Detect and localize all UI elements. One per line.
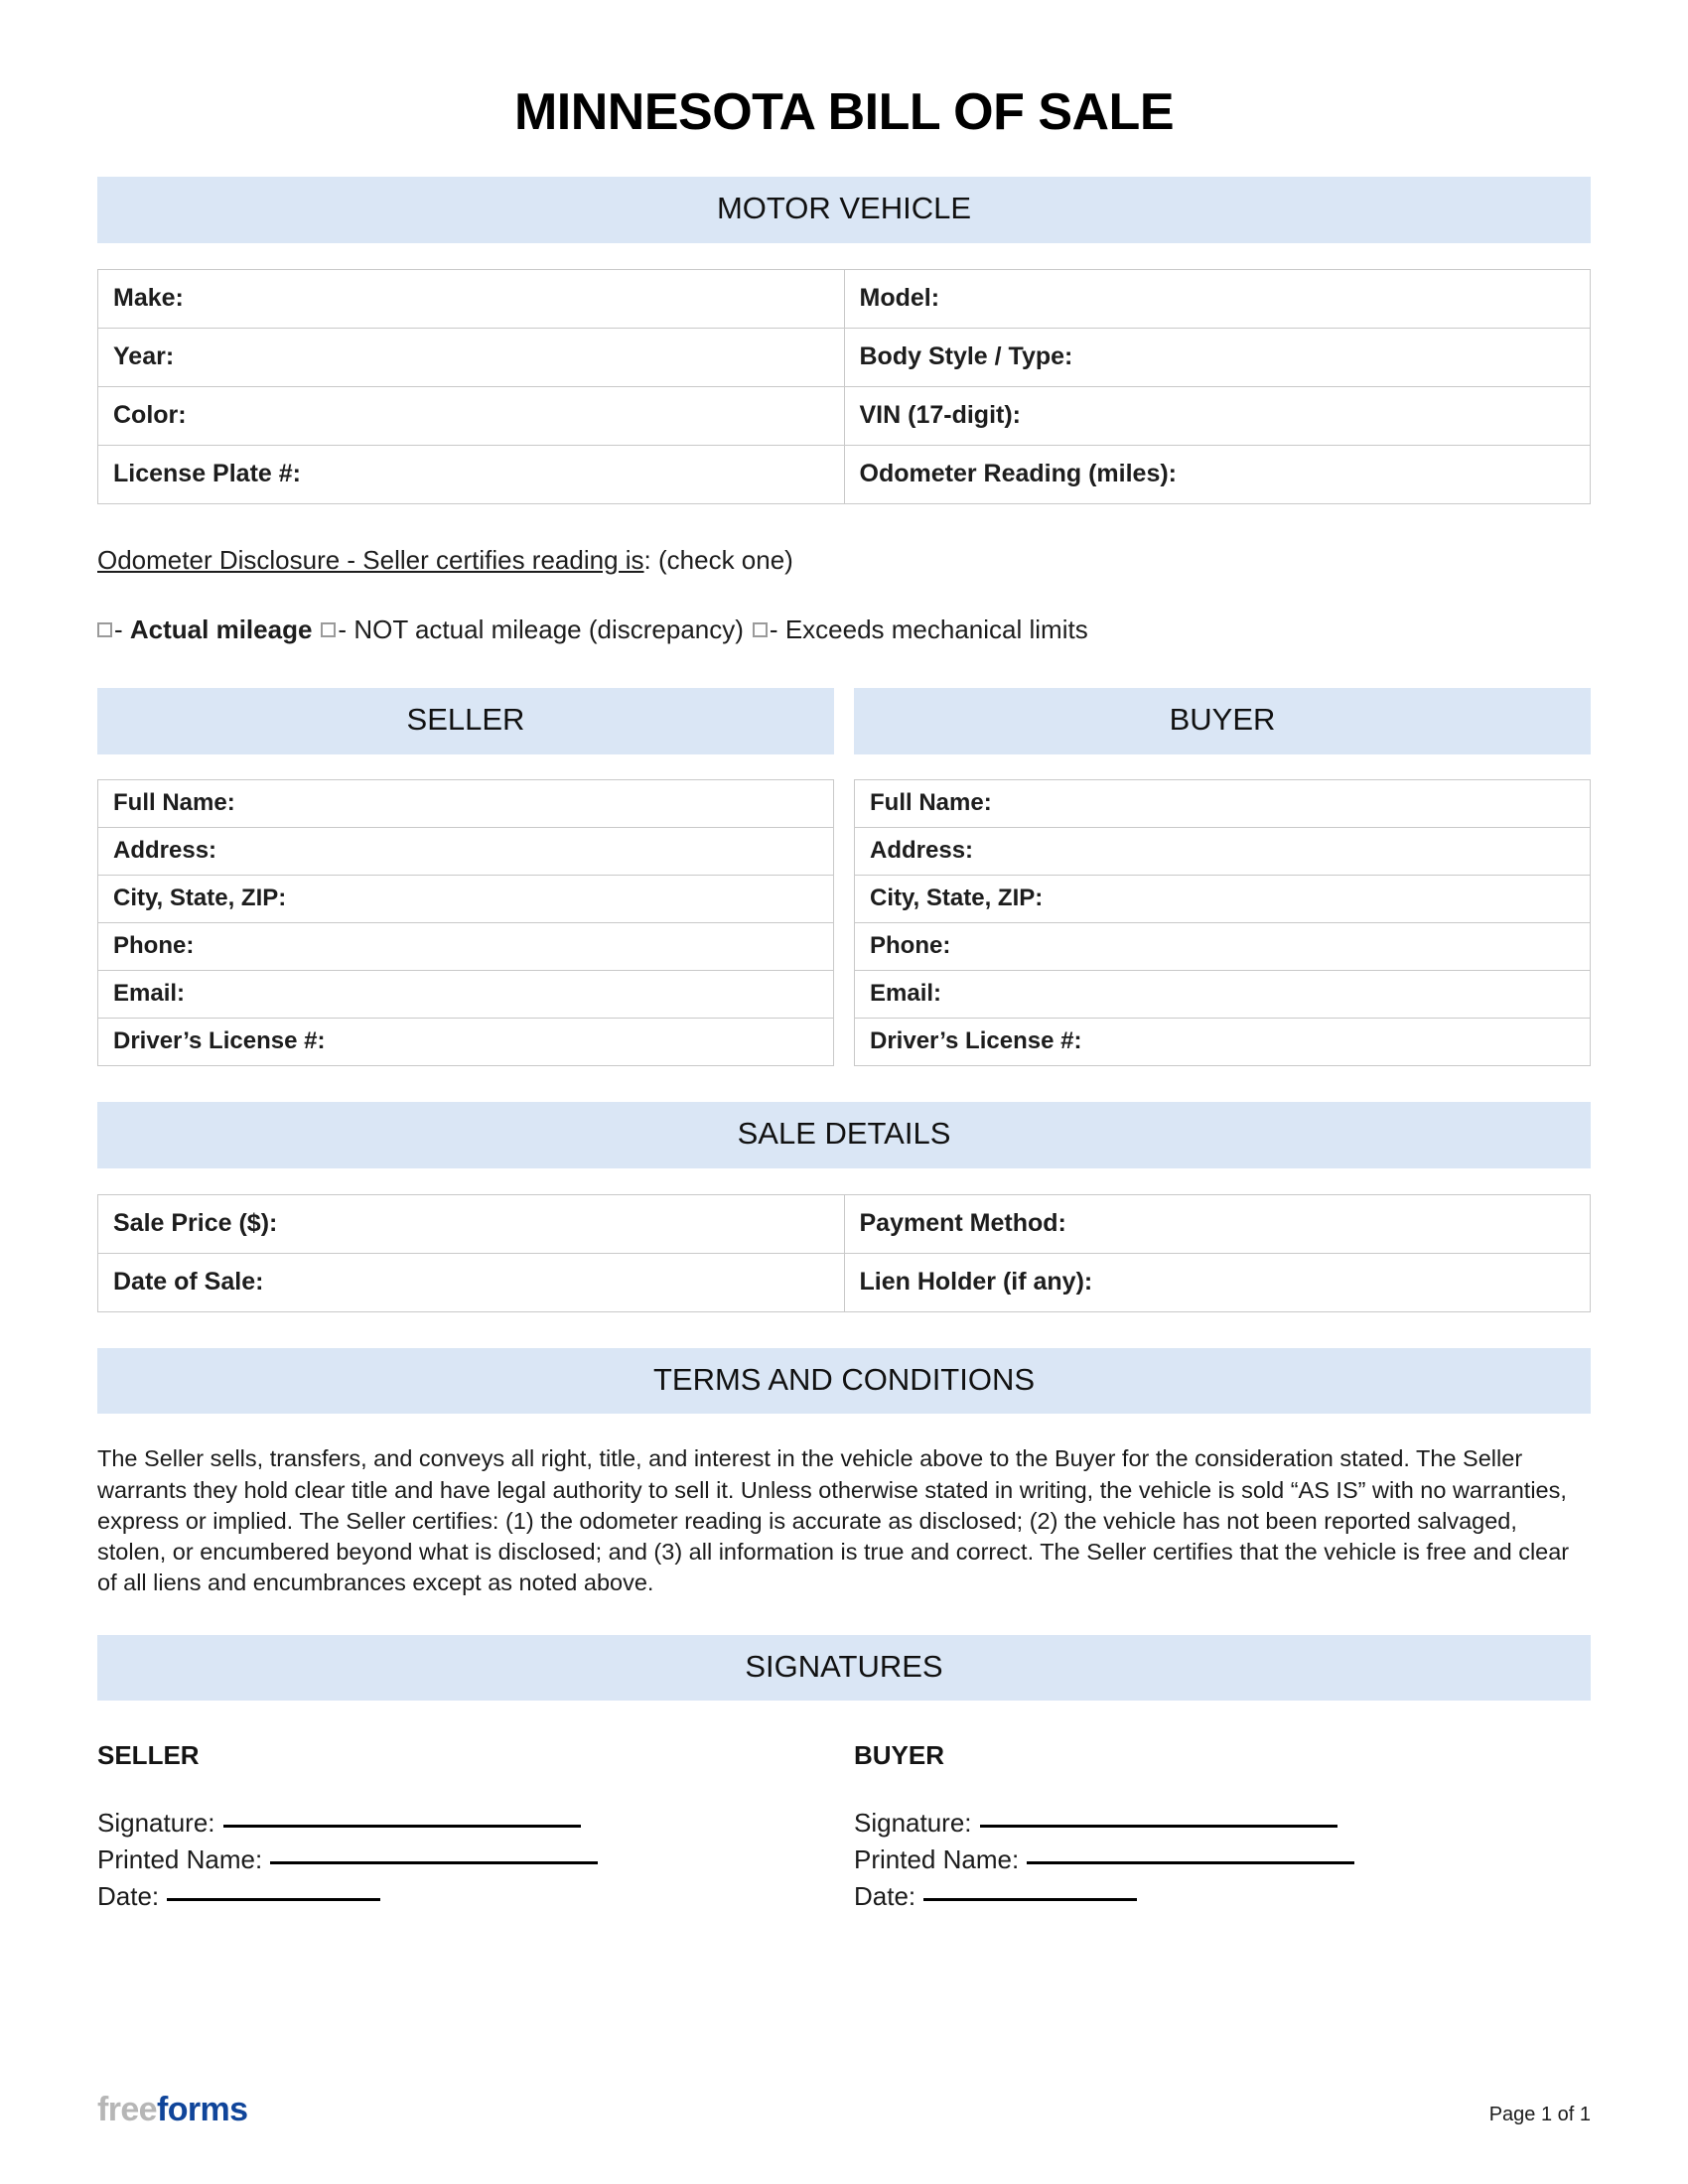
field-label-lien-holder: Lien Holder (if any): xyxy=(844,1253,1591,1311)
odometer-disclosure xyxy=(97,544,1591,647)
table-row xyxy=(98,445,1591,503)
buyer-table xyxy=(854,779,1591,1066)
field-label-make: Make: xyxy=(98,269,845,328)
odometer-option-separator-3: - xyxy=(769,614,778,644)
seller-table xyxy=(97,779,834,1066)
logo-text-free: free xyxy=(97,2091,157,2128)
section-header-signatures: SIGNATURES xyxy=(97,1635,1591,1702)
table-row xyxy=(98,1253,1591,1311)
seller-field-city-state-zip: City, State, ZIP: xyxy=(98,876,834,923)
seller-block xyxy=(97,688,834,1066)
seller-signature-line[interactable] xyxy=(223,1825,581,1828)
field-label-model: Model: xyxy=(844,269,1591,328)
seller-signature-label: Signature: xyxy=(97,1808,215,1839)
field-label-license-plate: License Plate #: xyxy=(98,445,845,503)
page-title: MINNESOTA BILL OF SALE xyxy=(513,83,1175,141)
field-label-odometer-reading: Odometer Reading (miles): xyxy=(844,445,1591,503)
buyer-signature-row xyxy=(854,1805,1591,1842)
buyer-printed-name-row xyxy=(854,1842,1591,1878)
terms-and-conditions-body: The Seller sells, transfers, and conveys all right, title, and interest in the vehicle above to the Buyer for the consideration stated. The Seller warrants they hold clear title and have legal authority to sell it. Unless otherwise stated in writing, the vehicle is sold “AS IS” with no warranties, express or implied. The Seller certifies: (1) the odometer reading is accurate as disclosed; (2) the vehicle has not been reported salvaged, stolen, or encumbered beyond what is disclosed; and (3) all information is true and correct. The Seller certifies that the vehicle is free and clear of all liens and encumbrances except as noted above. xyxy=(97,1445,1570,1596)
buyer-printed-name-label: Printed Name: xyxy=(854,1844,1020,1875)
seller-date-line[interactable] xyxy=(167,1898,380,1901)
seller-printed-name-line[interactable] xyxy=(270,1861,598,1864)
field-label-date-of-sale: Date of Sale: xyxy=(98,1253,845,1311)
table-row xyxy=(98,876,834,923)
checkbox-not-actual-mileage[interactable] xyxy=(321,622,336,637)
seller-field-address: Address: xyxy=(98,828,834,876)
table-row xyxy=(98,780,834,828)
seller-field-full-name: Full Name: xyxy=(98,780,834,828)
field-label-color: Color: xyxy=(98,386,845,445)
table-row xyxy=(98,971,834,1019)
buyer-field-city-state-zip: City, State, ZIP: xyxy=(855,876,1591,923)
odometer-option-label-actual-mileage: Actual mileage xyxy=(129,614,313,644)
buyer-field-drivers-license: Driver’s License #: xyxy=(855,1019,1591,1066)
buyer-field-full-name: Full Name: xyxy=(855,780,1591,828)
field-label-payment-method: Payment Method: xyxy=(844,1194,1591,1253)
section-header-seller: SELLER xyxy=(97,688,834,754)
table-row xyxy=(98,386,1591,445)
buyer-date-label: Date: xyxy=(854,1881,916,1912)
seller-field-phone: Phone: xyxy=(98,923,834,971)
logo-text-forms: forms xyxy=(156,2091,248,2128)
odometer-option-label-exceeds-mechanical-limits: Exceeds mechanical limits xyxy=(784,614,1088,644)
odometer-disclosure-tail: : (check one) xyxy=(643,544,793,575)
buyer-signature-line[interactable] xyxy=(980,1825,1337,1828)
buyer-field-email: Email: xyxy=(855,971,1591,1019)
seller-date-label: Date: xyxy=(97,1881,160,1912)
seller-field-email: Email: xyxy=(98,971,834,1019)
table-row xyxy=(98,1194,1591,1253)
odometer-disclosure-underlined-text: Odometer Disclosure - Seller certifies reading is xyxy=(97,544,644,575)
parties-section xyxy=(97,688,1591,1066)
buyer-signature-block xyxy=(854,1740,1591,1915)
odometer-options-row xyxy=(97,614,1591,647)
buyer-block xyxy=(854,688,1591,1066)
table-row xyxy=(855,1019,1591,1066)
seller-signature-role-label: SELLER xyxy=(97,1740,200,1771)
buyer-signature-role-label: BUYER xyxy=(854,1740,945,1771)
page-footer xyxy=(97,2093,1591,2126)
table-row xyxy=(98,269,1591,328)
seller-printed-name-row xyxy=(97,1842,834,1878)
seller-signature-row xyxy=(97,1805,834,1842)
seller-signature-block xyxy=(97,1740,834,1915)
buyer-date-row xyxy=(854,1878,1591,1915)
field-label-body-style: Body Style / Type: xyxy=(844,328,1591,386)
table-row xyxy=(855,923,1591,971)
buyer-field-phone: Phone: xyxy=(855,923,1591,971)
table-row xyxy=(855,971,1591,1019)
table-row xyxy=(98,328,1591,386)
table-row xyxy=(98,923,834,971)
buyer-printed-name-line[interactable] xyxy=(1027,1861,1354,1864)
buyer-signature-label: Signature: xyxy=(854,1808,972,1839)
checkbox-exceeds-mechanical-limits[interactable] xyxy=(753,622,768,637)
section-header-terms-and-conditions: TERMS AND CONDITIONS xyxy=(97,1348,1591,1415)
sale-details-table xyxy=(97,1194,1591,1312)
table-row xyxy=(855,780,1591,828)
odometer-disclosure-label xyxy=(97,544,1591,578)
checkbox-actual-mileage[interactable] xyxy=(97,622,112,637)
seller-date-row xyxy=(97,1878,834,1915)
seller-printed-name-label: Printed Name: xyxy=(97,1844,263,1875)
seller-field-drivers-license: Driver’s License #: xyxy=(98,1019,834,1066)
odometer-option-label-not-actual-mileage: NOT actual mileage (discrepancy) xyxy=(353,614,744,644)
field-label-year: Year: xyxy=(98,328,845,386)
field-label-vin: VIN (17-digit): xyxy=(844,386,1591,445)
table-row xyxy=(98,828,834,876)
motor-vehicle-table xyxy=(97,269,1591,504)
buyer-date-line[interactable] xyxy=(923,1898,1137,1901)
field-label-sale-price: Sale Price ($): xyxy=(98,1194,845,1253)
table-row xyxy=(855,828,1591,876)
table-row xyxy=(98,1019,834,1066)
freeforms-logo xyxy=(97,2093,247,2126)
section-header-sale-details: SALE DETAILS xyxy=(97,1102,1591,1168)
odometer-option-separator-1: - xyxy=(114,614,123,644)
page-number: Page 1 of 1 xyxy=(1488,2104,1591,2125)
odometer-option-separator-2: - xyxy=(338,614,348,644)
section-header-motor-vehicle: MOTOR VEHICLE xyxy=(97,177,1591,243)
section-header-buyer: BUYER xyxy=(854,688,1591,754)
buyer-field-address: Address: xyxy=(855,828,1591,876)
table-row xyxy=(855,876,1591,923)
signatures-section xyxy=(97,1740,1591,1915)
